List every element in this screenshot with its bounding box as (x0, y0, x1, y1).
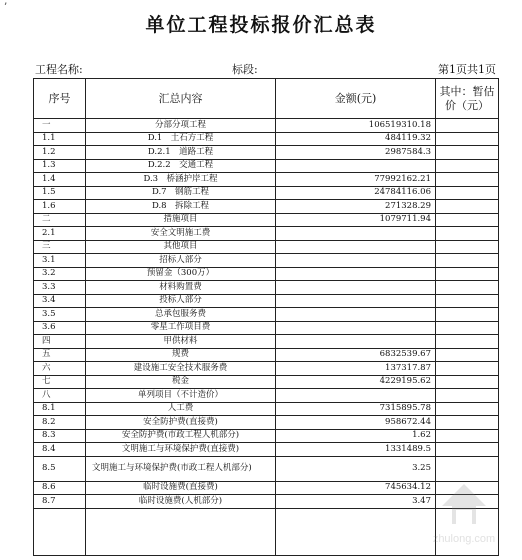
watermark-text: zhulong.com (432, 533, 496, 545)
row-no: 四 (34, 335, 86, 349)
row-content (86, 508, 276, 555)
row-estimate (436, 362, 499, 376)
row-content: 甲供材料 (86, 335, 276, 349)
row-amount (276, 321, 436, 335)
row-amount: 1.62 (276, 429, 436, 443)
table-row (34, 443, 499, 457)
row-amount (276, 227, 436, 241)
row-estimate (436, 294, 499, 308)
table-row (34, 294, 499, 308)
row-amount (276, 240, 436, 254)
table-row (34, 186, 499, 200)
row-content: 税金 (86, 375, 276, 389)
row-amount (276, 389, 436, 403)
row-no: 1.4 (34, 173, 86, 187)
table-row (34, 200, 499, 214)
row-content: D.7 钢筋工程 (86, 186, 276, 200)
table-row (34, 254, 499, 268)
row-content: 分部分项工程 (86, 119, 276, 133)
page-title: 单位工程投标报价汇总表 (145, 14, 377, 36)
header-content: 汇总内容 (86, 79, 276, 119)
row-content: 临时设施费(人机部分) (86, 495, 276, 509)
row-no: 1.1 (34, 132, 86, 146)
table-row (34, 267, 499, 281)
row-estimate (436, 308, 499, 322)
row-content: 临时设施费(直接费) (86, 481, 276, 495)
row-no: 8.3 (34, 429, 86, 443)
row-no: 八 (34, 389, 86, 403)
row-amount (276, 254, 436, 268)
row-amount: 2987584.3 (276, 146, 436, 160)
corner-mark: ’ (4, 2, 8, 13)
row-estimate (436, 159, 499, 173)
table-row (34, 308, 499, 322)
row-no: 1.3 (34, 159, 86, 173)
table-row (34, 416, 499, 430)
row-estimate (436, 186, 499, 200)
row-estimate (436, 254, 499, 268)
row-no: 8.7 (34, 495, 86, 509)
row-content: 安全防护费(直接费) (86, 416, 276, 430)
row-amount: 271328.29 (276, 200, 436, 214)
row-no: 3.1 (34, 254, 86, 268)
table-row (34, 146, 499, 160)
row-content: 安全文明施工费 (86, 227, 276, 241)
row-content: 零星工作项目费 (86, 321, 276, 335)
table-row (34, 375, 499, 389)
table-row (34, 429, 499, 443)
row-amount (276, 267, 436, 281)
row-content: 总承包服务费 (86, 308, 276, 322)
row-estimate (436, 375, 499, 389)
table-row (34, 281, 499, 295)
row-no: 3.6 (34, 321, 86, 335)
table-row (34, 132, 499, 146)
row-content: 其他项目 (86, 240, 276, 254)
row-amount: 958672.44 (276, 416, 436, 430)
row-estimate (436, 321, 499, 335)
row-estimate (436, 416, 499, 430)
table-row (34, 362, 499, 376)
row-estimate (436, 200, 499, 214)
row-amount: 3.25 (276, 456, 436, 481)
table-row (34, 335, 499, 349)
row-content: D.2.1 道路工程 (86, 146, 276, 160)
row-estimate (436, 146, 499, 160)
table-row (34, 240, 499, 254)
row-amount: 3.47 (276, 495, 436, 509)
row-estimate (436, 429, 499, 443)
row-estimate (436, 281, 499, 295)
row-no: 3.3 (34, 281, 86, 295)
row-no: 六 (34, 362, 86, 376)
row-no: 五 (34, 348, 86, 362)
row-no: 3.5 (34, 308, 86, 322)
row-no: 1.5 (34, 186, 86, 200)
page-info: 第1页共1页 (438, 63, 496, 76)
row-amount: 1331489.5 (276, 443, 436, 457)
row-content: 人工费 (86, 402, 276, 416)
table-row (34, 348, 499, 362)
row-amount: 1079711.94 (276, 213, 436, 227)
row-amount (276, 335, 436, 349)
row-amount: 137317.87 (276, 362, 436, 376)
table-row (34, 213, 499, 227)
header-amount: 金额(元) (276, 79, 436, 119)
table-row (34, 119, 499, 133)
row-no: 二 (34, 213, 86, 227)
row-estimate (436, 456, 499, 481)
row-no: 1.6 (34, 200, 86, 214)
row-content: D.3 桥涵护岸工程 (86, 173, 276, 187)
row-estimate (436, 402, 499, 416)
row-amount (276, 308, 436, 322)
row-content: 单列项目（不计造价） (86, 389, 276, 403)
row-amount: 745634.12 (276, 481, 436, 495)
row-amount: 6832539.67 (276, 348, 436, 362)
row-amount: 24784116.06 (276, 186, 436, 200)
row-no: 8.5 (34, 456, 86, 481)
table-row (34, 402, 499, 416)
row-estimate (436, 173, 499, 187)
row-estimate (436, 389, 499, 403)
row-content: 规费 (86, 348, 276, 362)
table-row (34, 456, 499, 481)
project-name-label: 工程名称: (35, 63, 83, 76)
row-amount: 77992162.21 (276, 173, 436, 187)
row-no: 3.2 (34, 267, 86, 281)
watermark-logo (416, 480, 512, 554)
row-amount: 484119.32 (276, 132, 436, 146)
row-no: 8.1 (34, 402, 86, 416)
row-amount: 4229195.62 (276, 375, 436, 389)
row-content: D.2.2 交通工程 (86, 159, 276, 173)
row-estimate (436, 213, 499, 227)
row-no: 1.2 (34, 146, 86, 160)
row-content: 建设施工安全技术服务费 (86, 362, 276, 376)
row-estimate (436, 227, 499, 241)
row-content: 措施项目 (86, 213, 276, 227)
row-no: 七 (34, 375, 86, 389)
header-no: 序号 (34, 79, 86, 119)
row-amount: 106519310.18 (276, 119, 436, 133)
table-row (34, 227, 499, 241)
row-estimate (436, 443, 499, 457)
row-amount (276, 294, 436, 308)
row-content: 安全防护费(市政工程人机部分) (86, 429, 276, 443)
row-content: 材料购置费 (86, 281, 276, 295)
row-content: 招标人部分 (86, 254, 276, 268)
header-estimate: 其中：暂估价（元） (436, 79, 499, 119)
table-row (34, 389, 499, 403)
table-row (34, 321, 499, 335)
table-row (34, 173, 499, 187)
row-content: 预留金（300万） (86, 267, 276, 281)
row-content: D.1 土石方工程 (86, 132, 276, 146)
row-estimate (436, 335, 499, 349)
row-estimate (436, 348, 499, 362)
row-no: 8.4 (34, 443, 86, 457)
row-content: 文明施工与环境保护费(直接费) (86, 443, 276, 457)
row-estimate (436, 119, 499, 133)
row-no (34, 508, 86, 555)
row-no: 一 (34, 119, 86, 133)
row-content: 文明施工与环境保护费(市政工程人机部分) (86, 456, 276, 481)
row-estimate (436, 267, 499, 281)
table-header-row (34, 79, 499, 119)
row-estimate (436, 240, 499, 254)
row-no: 三 (34, 240, 86, 254)
row-amount (276, 508, 436, 555)
row-amount (276, 159, 436, 173)
row-amount (276, 281, 436, 295)
row-content: D.8 拆除工程 (86, 200, 276, 214)
row-estimate (436, 132, 499, 146)
row-amount: 7315895.78 (276, 402, 436, 416)
table-row (34, 159, 499, 173)
section-label: 标段: (232, 63, 258, 76)
row-no: 2.1 (34, 227, 86, 241)
row-no: 8.2 (34, 416, 86, 430)
row-content: 投标人部分 (86, 294, 276, 308)
row-no: 8.6 (34, 481, 86, 495)
row-no: 3.4 (34, 294, 86, 308)
